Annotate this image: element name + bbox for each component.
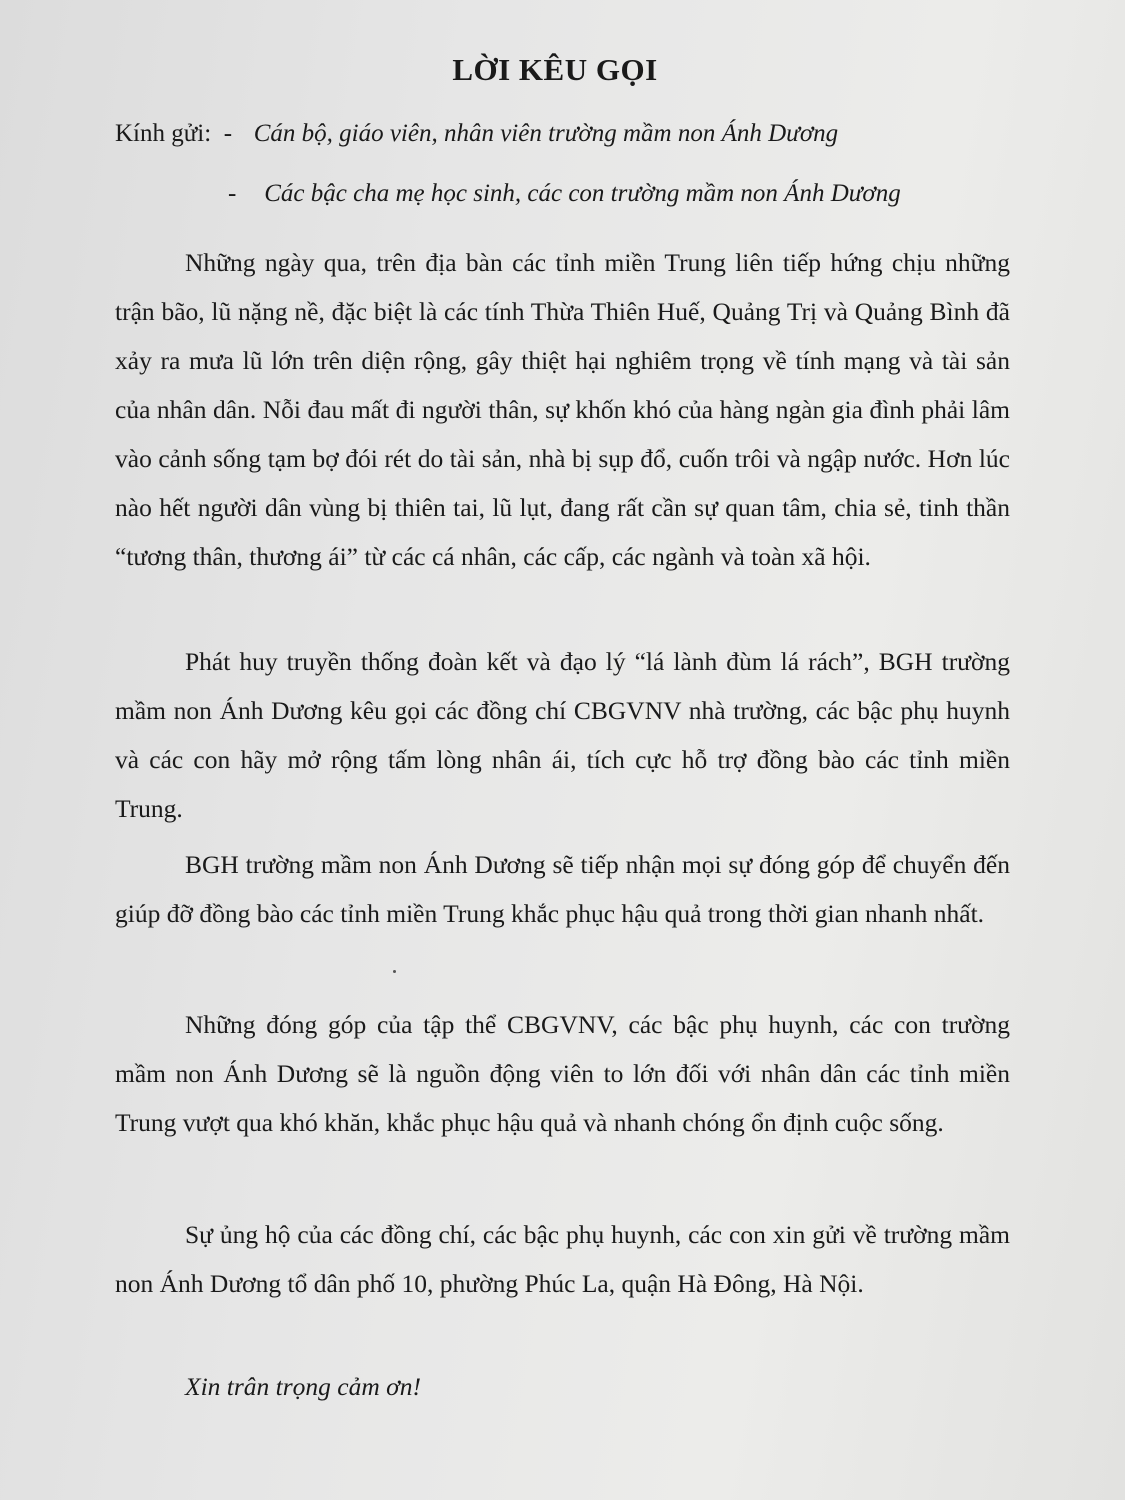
body-paragraph-2: Phát huy truyền thống đoàn kết và đạo lý “lá lành đùm lá rách”, BGH trường mầm non Ánh Dương kêu gọi các đồng chí CBGVNV nhà trường, các bậc phụ huynh và các con hãy mở rộng tấm lòng nhân ái, tích cực hỗ trợ đồng bào các tỉnh miền Trung. (115, 647, 1010, 823)
document-title: LỜI KÊU GỌI (452, 52, 658, 87)
closing-line: Xin trân trọng cảm ơn! (185, 1372, 422, 1401)
bullet-dash: - (217, 120, 233, 147)
body-paragraph-1: Những ngày qua, trên địa bàn các tỉnh miền Trung liên tiếp hứng chịu những trận bão, lũ nặng nề, đặc biệt là các tính Thừa Thiên Huế, Quảng Trị và Quảng Bình đã xảy ra mưa lũ lớn trên diện rộng, gây thiệt hại nghiêm trọng về tính mạng và tài sản của nhân dân. Nỗi đau mất đi người thân, sự khốn khó của hàng ngàn gia đình phải lâm vào cảnh sống tạm bợ đói rét do tài sản, nhà bị sụp đổ, cuốn trôi và ngập nước. Hơn lúc nào hết người dân vùng bị thiên tai, lũ lụt, đang rất cần sự quan tâm, chia sẻ, tinh thần “tương thân, thương ái” từ các cá nhân, các cấp, các ngành và toàn xã hội. (115, 248, 1010, 571)
recipient-line-1 (115, 120, 838, 148)
body-paragraph-3: BGH trường mầm non Ánh Dương sẽ tiếp nhận mọi sự đóng góp để chuyển đến giúp đỡ đồng bào các tỉnh miền Trung khắc phục hậu quả trong thời gian nhanh nhất. (115, 850, 1010, 928)
bullet-dash: - (228, 180, 237, 207)
body-paragraph-5: Sự ủng hộ của các đồng chí, các bậc phụ huynh, các con xin gửi về trường mầm non Ánh Dương tổ dân phố 10, phường Phúc La, quận Hà Đông, Hà Nội. (115, 1220, 1010, 1298)
body-paragraph-4: Những đóng góp của tập thể CBGVNV, các bậc phụ huynh, các con trường mầm non Ánh Dương sẽ là nguồn động viên to lớn đối với nhân dân các tỉnh miền Trung vượt qua khó khăn, khắc phục hậu quả và nhanh chóng ổn định cuộc sống. (115, 1010, 1010, 1137)
salutation-label: Kính gửi: (115, 120, 212, 147)
recipient-line-2 (228, 180, 901, 208)
recipient-parents: Các bậc cha mẹ học sinh, các con trường mầm non Ánh Dương (264, 180, 901, 207)
recipient-staff: Cán bộ, giáo viên, nhân viên trường mầm non Ánh Dương (253, 120, 839, 147)
paper-speck (393, 970, 396, 973)
